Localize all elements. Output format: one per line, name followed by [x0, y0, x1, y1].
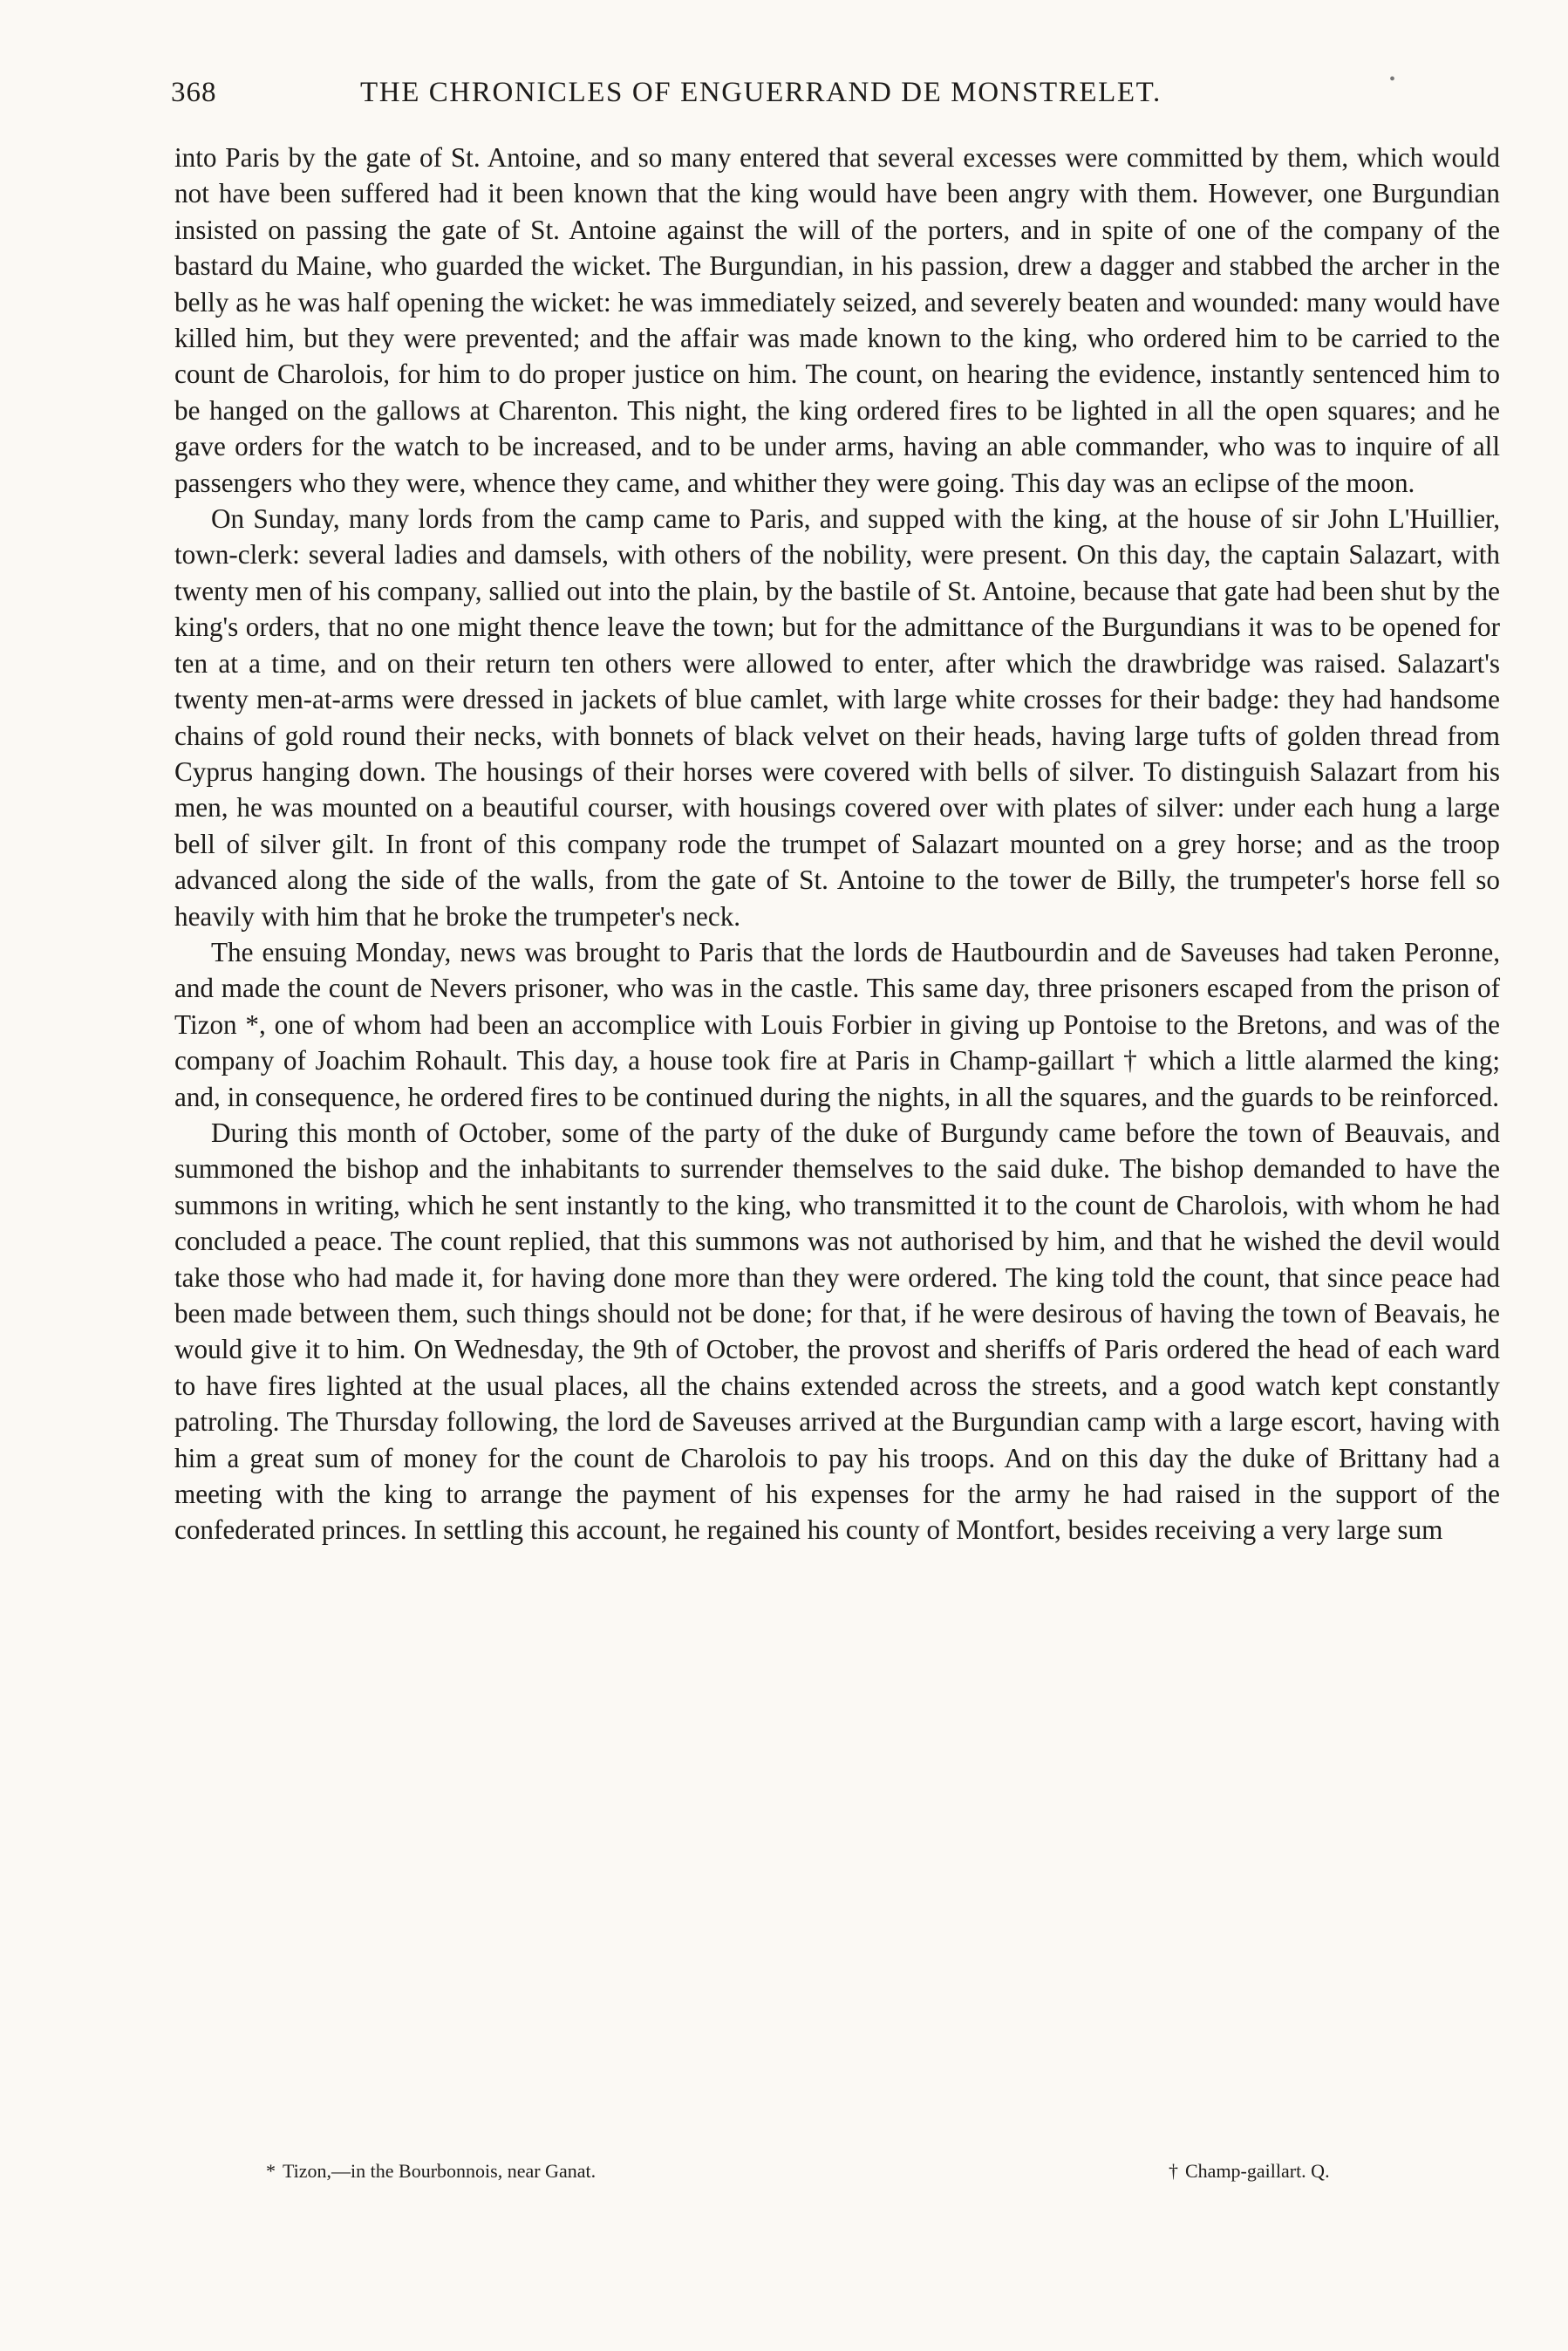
paragraph-4: During this month of October, some of the party of the duke of Burgundy came before the town of Beauvais, and summoned the bishop and the inhabitants to surrender themselves to the said duke. The bishop demanded to have the summons in writing, which he sent instantly to the king, who transmitted it to the count de Charolois, with whom he had concluded a peace. The count replied, that this summons was not authorised by him, and that he wished the devil would take those who had made it, for having done more than they were ordered. The king told the count, that since peace had been made between them, such things should not be done; for that, if he were desirous of having the town of Beavais, he would give it to him. On Wednesday, the 9th of October, the provost and sheriffs of Paris ordered the head of each ward to have fires lighted at the usual places, all the chains extended across the streets, and a good watch kept constantly patroling. The Thursday following, the lord de Saveuses arrived at the Burgundian camp with a large escort, having with him a great sum of money for the count de Charolois to pay his troops. And on this day the duke of Brittany had a meeting with the king to arrange the payment of his expenses for the army he had raised in the support of the confederated princes. In settling this account, he regained his county of Montfort, besides receiving a very large sum — [174, 1117, 1500, 1546]
paragraph-1: into Paris by the gate of St. Antoine, and so many entered that several excesses were committed by them, which would not have been suffered had it been known that the king would have been angry with them. However, one Burgundian insisted on passing the gate of St. Antoine against the will of the porters, and in spite of one of the company of the bastard du Maine, who guarded the wicket. The Burgundian, in his passion, drew a dagger and stabbed the archer in the belly as he was half opening the wicket: he was immediately seized, and severely beaten and wounded: many would have killed him, but they were prevented; and the affair was made known to the king, who ordered him to be carried to the count de Charolois, for him to do proper justice on him. The count, on hearing the evidence, instantly sentenced him to be hanged on the gallows at Charenton. This night, the king ordered fires to be lighted in all the open squares; and he gave orders for the watch to be increased, and to be under arms, having an able commander, who was to inquire of all passengers who they were, whence they came, and whither they were going. This day was an eclipse of the moon. — [174, 142, 1500, 498]
footnote-mark: * — [266, 2160, 276, 2182]
body-text — [174, 140, 1500, 1548]
footnote-champ-gaillart — [1169, 2160, 1330, 2183]
footnote-tizon — [266, 2160, 596, 2183]
page-header — [171, 70, 1396, 129]
running-title: THE CHRONICLES OF ENGUERRAND DE MONSTRELET. — [360, 77, 1162, 108]
footnote-mark: † — [1169, 2160, 1178, 2182]
footnote-text: Tizon,—in the Bourbonnois, near Ganat. — [283, 2160, 597, 2182]
header-mark: • — [1389, 70, 1396, 89]
paragraph-3: The ensuing Monday, news was brought to Paris that the lords de Hautbourdin and de Saveuses had taken Peronne, and made the count de Nevers prisoner, who was in the castle. This same day, three prisoners escaped from the prison of Tizon *, one of whom had been an accomplice with Louis Forbier in giving up Pontoise to the Bretons, and was of the company of Joachim Rohault. This day, a house took fire at Paris in Champ-gaillart † which a little alarmed the king; and, in consequence, he ordered fires to be continued during the nights, in all the squares, and the guards to be reinforced. — [174, 936, 1500, 1112]
paragraph-2: On Sunday, many lords from the camp came to Paris, and supped with the king, at the house of sir John L'Huillier, town-clerk: several ladies and damsels, with others of the nobility, were present. On this day, the captain Salazart, with twenty men of his company, sallied out into the plain, by the bastile of St. Antoine, because that gate had been shut by the king's orders, that no one might thence leave the town; but for the admittance of the Burgundians it was to be opened for ten at a time, and on their return ten others were allowed to enter, after which the drawbridge was raised. Salazart's twenty men-at-arms were dressed in jackets of blue camlet, with large white crosses for their badge: they had handsome chains of gold round their necks, with bonnets of black velvet on their heads, having large tufts of golden thread from Cyprus hanging down. The housings of their horses were covered with bells of silver. To distinguish Salazart from his men, he was mounted on a beautiful courser, with housings covered over with plates of silver: under each hung a large bell of silver gilt. In front of this company rode the trumpet of Salazart mounted on a grey horse; and as the troop advanced along the side of the walls, from the gate of St. Antoine to the tower de Billy, the trumpeter's horse fell so heavily with him that he broke the trumpeter's neck. — [174, 503, 1500, 932]
footnote-text: Champ-gaillart. Q. — [1185, 2160, 1330, 2182]
page-number: 368 — [171, 77, 217, 108]
